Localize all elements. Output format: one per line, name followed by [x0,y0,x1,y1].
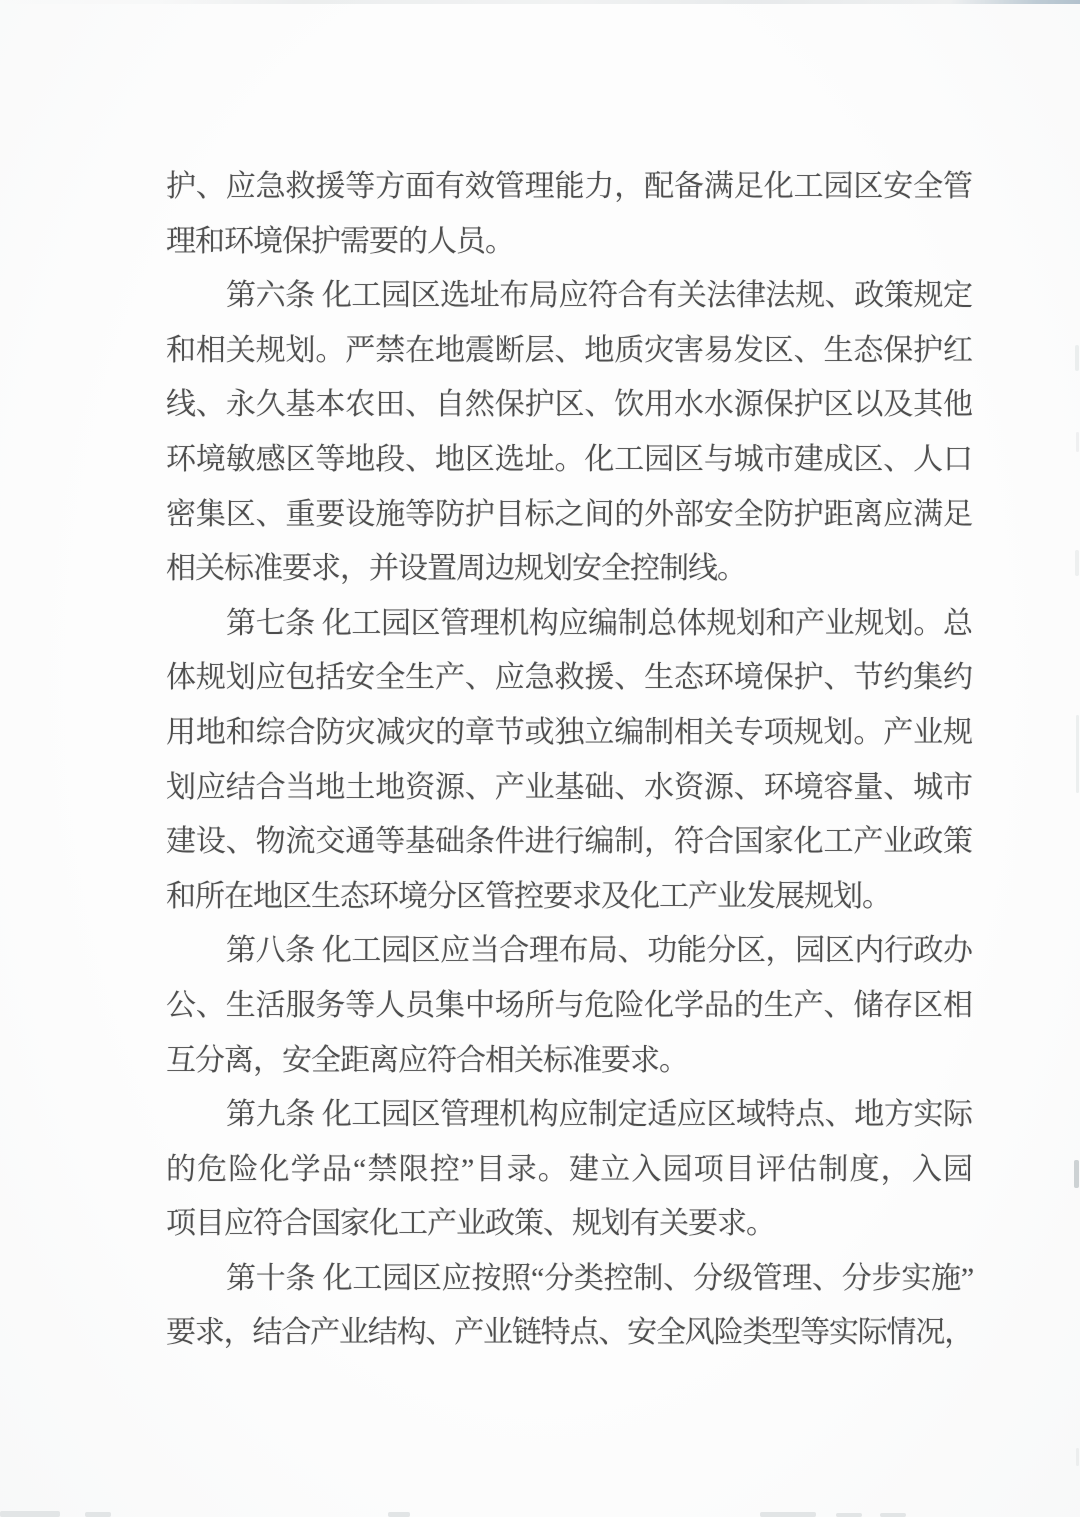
text-line: 和所在地区生态环境分区管控要求及化工产业发展规划。 [166,879,891,913]
scan-artifact-bottom-smudge [760,1512,816,1517]
text-line: 项目应符合国家化工产业政策、规划有关要求。 [166,1207,775,1241]
text-line: 划应结合当地土地资源、产业基础、水资源、环境容量、城市 [166,770,972,804]
scan-artifact-bottom-smudge [836,1513,862,1517]
scan-artifact-right-edge-mark [1075,550,1079,576]
scan-artifact-right-edge-mark [1074,1160,1079,1188]
text-line: 环境敏感区等地段、地区选址。化工园区与城市建成区、人口 [166,442,972,476]
text-line: 相关标准要求，并设置周边规划安全控制线。 [166,552,746,586]
text-line: 用地和综合防灾减灾的章节或独立编制相关专项规划。产业规 [166,715,972,749]
scan-artifact-bottom-smudge [880,1513,906,1517]
scan-artifact-right-edge-mark [1075,345,1079,371]
text-line: 互分离，安全距离应符合相关标准要求。 [166,1043,688,1077]
scan-artifact-right-edge-mark [1076,715,1079,793]
text-line: 护、应急救援等方面有效管理能力，配备满足化工园区安全管 [166,170,972,203]
text-line: 理和环境保护需要的人员。 [166,224,514,258]
text-line-article-6: 第六条 化工园区选址布局应符合有关法律法规、政策规定 [226,279,972,313]
text-line-article-7: 第七条 化工园区管理机构应编制总体规划和产业规划。总 [226,606,972,640]
text-line: 要求，结合产业结构、产业链特点、安全风险类型等实际情况， [166,1316,972,1350]
scan-artifact-bottom-smudge [388,1512,410,1517]
scan-artifact-bottom-smudge [85,1512,111,1517]
scan-artifact-top-edge [0,0,1080,4]
text-line: 线、永久基本农田、自然保护区、饮用水水源保护区以及其他 [166,388,972,422]
text-line-article-9: 第九条 化工园区管理机构应制定适应区域特点、地方实际 [226,1098,972,1132]
scan-artifact-right-edge-mark [1076,432,1079,452]
text-line: 体规划应包括安全生产、应急救援、生态环境保护、节约集约 [166,661,972,695]
text-line: 的危险化学品“禁限控”目录。建立入园项目评估制度，入园 [166,1152,972,1186]
document-text-block [166,160,972,1361]
text-line: 和相关规划。严禁在地震断层、地质灾害易发区、生态保护红 [166,333,972,367]
scan-artifact-right-edge-mark [1076,1448,1079,1466]
text-line: 公、生活服务等人员集中场所与危险化学品的生产、储存区相 [166,988,972,1022]
text-line: 密集区、重要设施等防护目标之间的外部安全防护距离应满足 [166,497,972,531]
text-line-article-8: 第八条 化工园区应当合理布局、功能分区，园区内行政办 [226,934,972,968]
text-line: 建设、物流交通等基础条件进行编制，符合国家化工产业政策 [166,825,972,859]
scan-artifact-bottom-smudge [0,1511,60,1517]
text-line-article-10: 第十条 化工园区应按照“分类控制、分级管理、分步实施” [226,1261,972,1295]
